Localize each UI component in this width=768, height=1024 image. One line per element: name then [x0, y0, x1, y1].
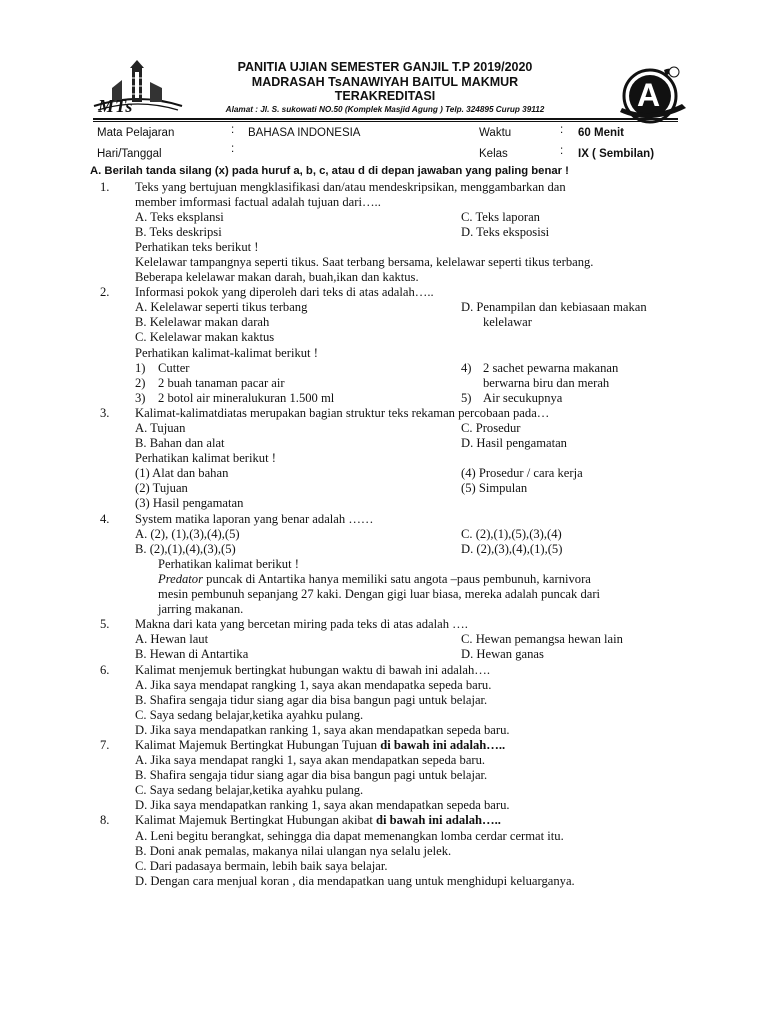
question-number: 2.	[100, 285, 110, 300]
option-d: D. Hasil pengamatan	[461, 436, 567, 451]
option-d: D. Teks eksposisi	[461, 224, 550, 239]
option-c: C. Teks laporan	[461, 209, 540, 224]
exam-info	[0, 0, 768, 170]
option-a: A. Tujuan	[135, 421, 186, 435]
list-item: (4) Prosedur / cara kerja	[461, 466, 583, 481]
question-text: Kalimat menjemuk bertingkat hubungan waktu di bawah ini adalah….	[135, 662, 490, 677]
question-text: System matika laporan yang benar adalah ……	[135, 511, 374, 526]
option-c: C. (2),(1),(5),(3),(4)	[461, 526, 562, 541]
list-number: 4)	[461, 360, 472, 375]
list-item-cont: berwarna biru dan merah	[483, 375, 610, 390]
list-number: 2)	[135, 375, 146, 390]
option-a: A. Jika saya mendapat rangking 1, saya akan mendapatka sepeda baru.	[135, 677, 492, 692]
list-item: 2 botol air mineralukuran 1.500 ml	[158, 390, 335, 405]
time-label: Waktu	[479, 127, 512, 139]
option-a: A. Teks eksplansi	[135, 209, 224, 224]
question-sheet	[90, 164, 694, 889]
option-b: B. Teks deskripsi	[135, 224, 222, 239]
question-8	[94, 813, 694, 828]
question-2	[94, 285, 694, 300]
instruction-text: A. Berilah tanda silang (x) pada huruf a, b, c, atau d di depan jawaban yang paling benar !	[90, 165, 569, 177]
letterhead-line-2: MADRASAH TsANAWIYAH BAITUL MAKMUR	[251, 74, 519, 89]
option-d: D. Hewan ganas	[461, 647, 544, 662]
option-b: B. (2),(1),(4),(3),(5)	[135, 541, 236, 556]
option-b: B. Bahan dan alat	[135, 436, 225, 451]
time-colon: :	[560, 124, 564, 136]
question-number: 7.	[100, 737, 110, 752]
question-text-plain: Kalimat Majemuk Bertingkat Hubungan Tujuan	[135, 737, 381, 752]
question-4	[94, 512, 694, 527]
list-intro: Perhatikan kalimat berikut !	[135, 451, 276, 466]
question-text: Kalimat-kalimatdiatas merupakan bagian struktur teks rekaman percobaan pada…	[135, 405, 550, 420]
option-c: C. Saya sedang belajar,ketika ayahku pulang.	[135, 707, 364, 722]
question-number: 5.	[100, 617, 110, 632]
question-number: 3.	[100, 405, 110, 420]
date-label: Hari/Tanggal	[97, 148, 162, 160]
list-intro: Perhatikan kalimat-kalimat berikut !	[135, 345, 318, 360]
question-text-bold: di bawah ini adalah…..	[375, 813, 501, 828]
passage-line-rest: puncak di Antartika hanya memiliki satu angota –paus pembunuh, karnivora	[203, 571, 591, 586]
list-item: Cutter	[158, 360, 190, 375]
list-item: 2 buah tanaman pacar air	[158, 375, 285, 390]
subject-colon: :	[231, 124, 235, 136]
option-b: B. Kelelawar makan darah	[135, 315, 270, 330]
passage-intro: Perhatikan teks berikut !	[135, 239, 259, 254]
class-label: Kelas	[479, 148, 508, 160]
question-text-plain: Kalimat Majemuk Bertingkat Hubungan akibat	[135, 813, 376, 828]
option-b: B. Doni anak pemalas, makanya nilai ulangan nya selalu jelek.	[135, 843, 452, 858]
subject-label: Mata Pelajaran	[97, 127, 175, 139]
question-number: 1.	[100, 179, 110, 194]
passage-line: Beberapa kelelawar makan darah, buah,ikan dan kaktus.	[135, 270, 419, 285]
list-item: (3) Hasil pengamatan	[135, 496, 244, 511]
passage-line: Kelelawar tampangnya seperti tikus. Saat terbang bersama, kelelawar seperti tikus terbang.	[135, 254, 594, 269]
class-colon: :	[560, 145, 564, 157]
option-a: A. Hewan laut	[135, 632, 209, 647]
question-number: 8.	[100, 813, 110, 828]
option-b: B. Hewan di Antartika	[135, 647, 249, 662]
question-5	[94, 617, 694, 632]
option-c: C. Saya sedang belajar,ketika ayahku pulang.	[135, 783, 364, 798]
class-value: IX ( Sembilan)	[578, 148, 655, 160]
question-text: Makna dari kata yang bercetan miring pada teks di atas adalah ….	[135, 617, 468, 632]
list-item: Air secukupnya	[483, 390, 563, 405]
option-d: D. Dengan cara menjual koran , dia mendapatkan uang untuk menghidupi keluarganya.	[135, 873, 575, 888]
list-item: (5) Simpulan	[461, 481, 528, 496]
option-b: B. Shafira sengaja tidur siang agar dia bisa bangun pagi untuk belajar.	[135, 692, 488, 707]
logo-right-letter: A	[637, 77, 661, 113]
question-3	[94, 406, 694, 421]
italic-word: Predator	[158, 571, 204, 586]
passage-line: mesin pembunuh sepanjang 27 kaki. Dengan gigi luar biasa, mereka adalah puncak dari	[158, 587, 601, 602]
list-item: 2 sachet pewarna makanan	[483, 360, 619, 375]
question-text	[135, 813, 501, 828]
option-a: A. Leni begitu berangkat, sehingga dia dapat memenangkan lomba cerdar cermat itu.	[135, 828, 564, 843]
option-c: C. Prosedur	[461, 421, 521, 435]
question-text: Teks yang bertujuan mengklasifikasi dan/atau mendeskripsikan, menggambarkan dan	[135, 179, 566, 194]
list-number: 5)	[461, 390, 472, 405]
subject-value: BAHASA INDONESIA	[248, 127, 361, 139]
option-a: A. Kelelawar seperti tikus terbang	[135, 300, 308, 315]
question-7	[94, 738, 694, 753]
option-d-cont: kelelawar	[483, 315, 532, 330]
option-d: D. Penampilan dan kebiasaan makan	[461, 300, 647, 315]
logo-left-text: MTs	[98, 96, 134, 116]
letterhead-line-1: PANITIA UJIAN SEMESTER GANJIL T.P 2019/2020	[237, 60, 533, 74]
list-item: (1) Alat dan bahan	[135, 466, 229, 481]
time-value: 60 Menit	[578, 127, 625, 139]
list-number: 1)	[135, 360, 146, 375]
list-number: 3)	[135, 390, 146, 405]
letterhead-address: Alamat : Jl. S. sukowati NO.50 (Komplek Masjid Agung ) Telp. 324895 Curup 39112	[225, 105, 545, 114]
option-d: D. Jika saya mendapatkan ranking 1, saya akan mendapatkan sepeda baru.	[135, 798, 510, 813]
passage-line	[158, 572, 591, 587]
option-a: A. Jika saya mendapat rangki 1, saya akan mendapatkan sepeda baru.	[135, 753, 486, 768]
option-c: C. Hewan pemangsa hewan lain	[461, 632, 623, 647]
option-c: C. Kelelawar makan kaktus	[135, 330, 275, 345]
question-6	[94, 663, 694, 678]
option-b: B. Shafira sengaja tidur siang agar dia bisa bangun pagi untuk belajar.	[135, 768, 488, 783]
question-1	[94, 180, 694, 195]
date-colon: :	[231, 143, 235, 155]
question-number: 6.	[100, 662, 110, 677]
option-d: D. (2),(3),(4),(1),(5)	[461, 541, 563, 556]
question-text-cont: member imformasi factual adalah tujuan dari…..	[135, 194, 381, 209]
question-text: Informasi pokok yang diperoleh dari teks di atas adalah…..	[135, 285, 434, 300]
option-c: C. Dari padasaya bermain, lebih baik saya belajar.	[135, 858, 388, 873]
list-item: (2) Tujuan	[135, 481, 188, 496]
letterhead-line-3: TERAKREDITASI	[334, 89, 436, 103]
passage-line: jarring makanan.	[158, 602, 244, 617]
question-number: 4.	[100, 511, 110, 526]
question-text-bold: di bawah ini adalah…..	[380, 737, 506, 752]
option-a: A. (2), (1),(3),(4),(5)	[135, 526, 240, 541]
passage-intro: Perhatikan kalimat berikut !	[158, 556, 299, 571]
option-d: D. Jika saya mendapatkan ranking 1, saya akan mendapatkan sepeda baru.	[135, 722, 510, 737]
question-text	[135, 738, 505, 753]
